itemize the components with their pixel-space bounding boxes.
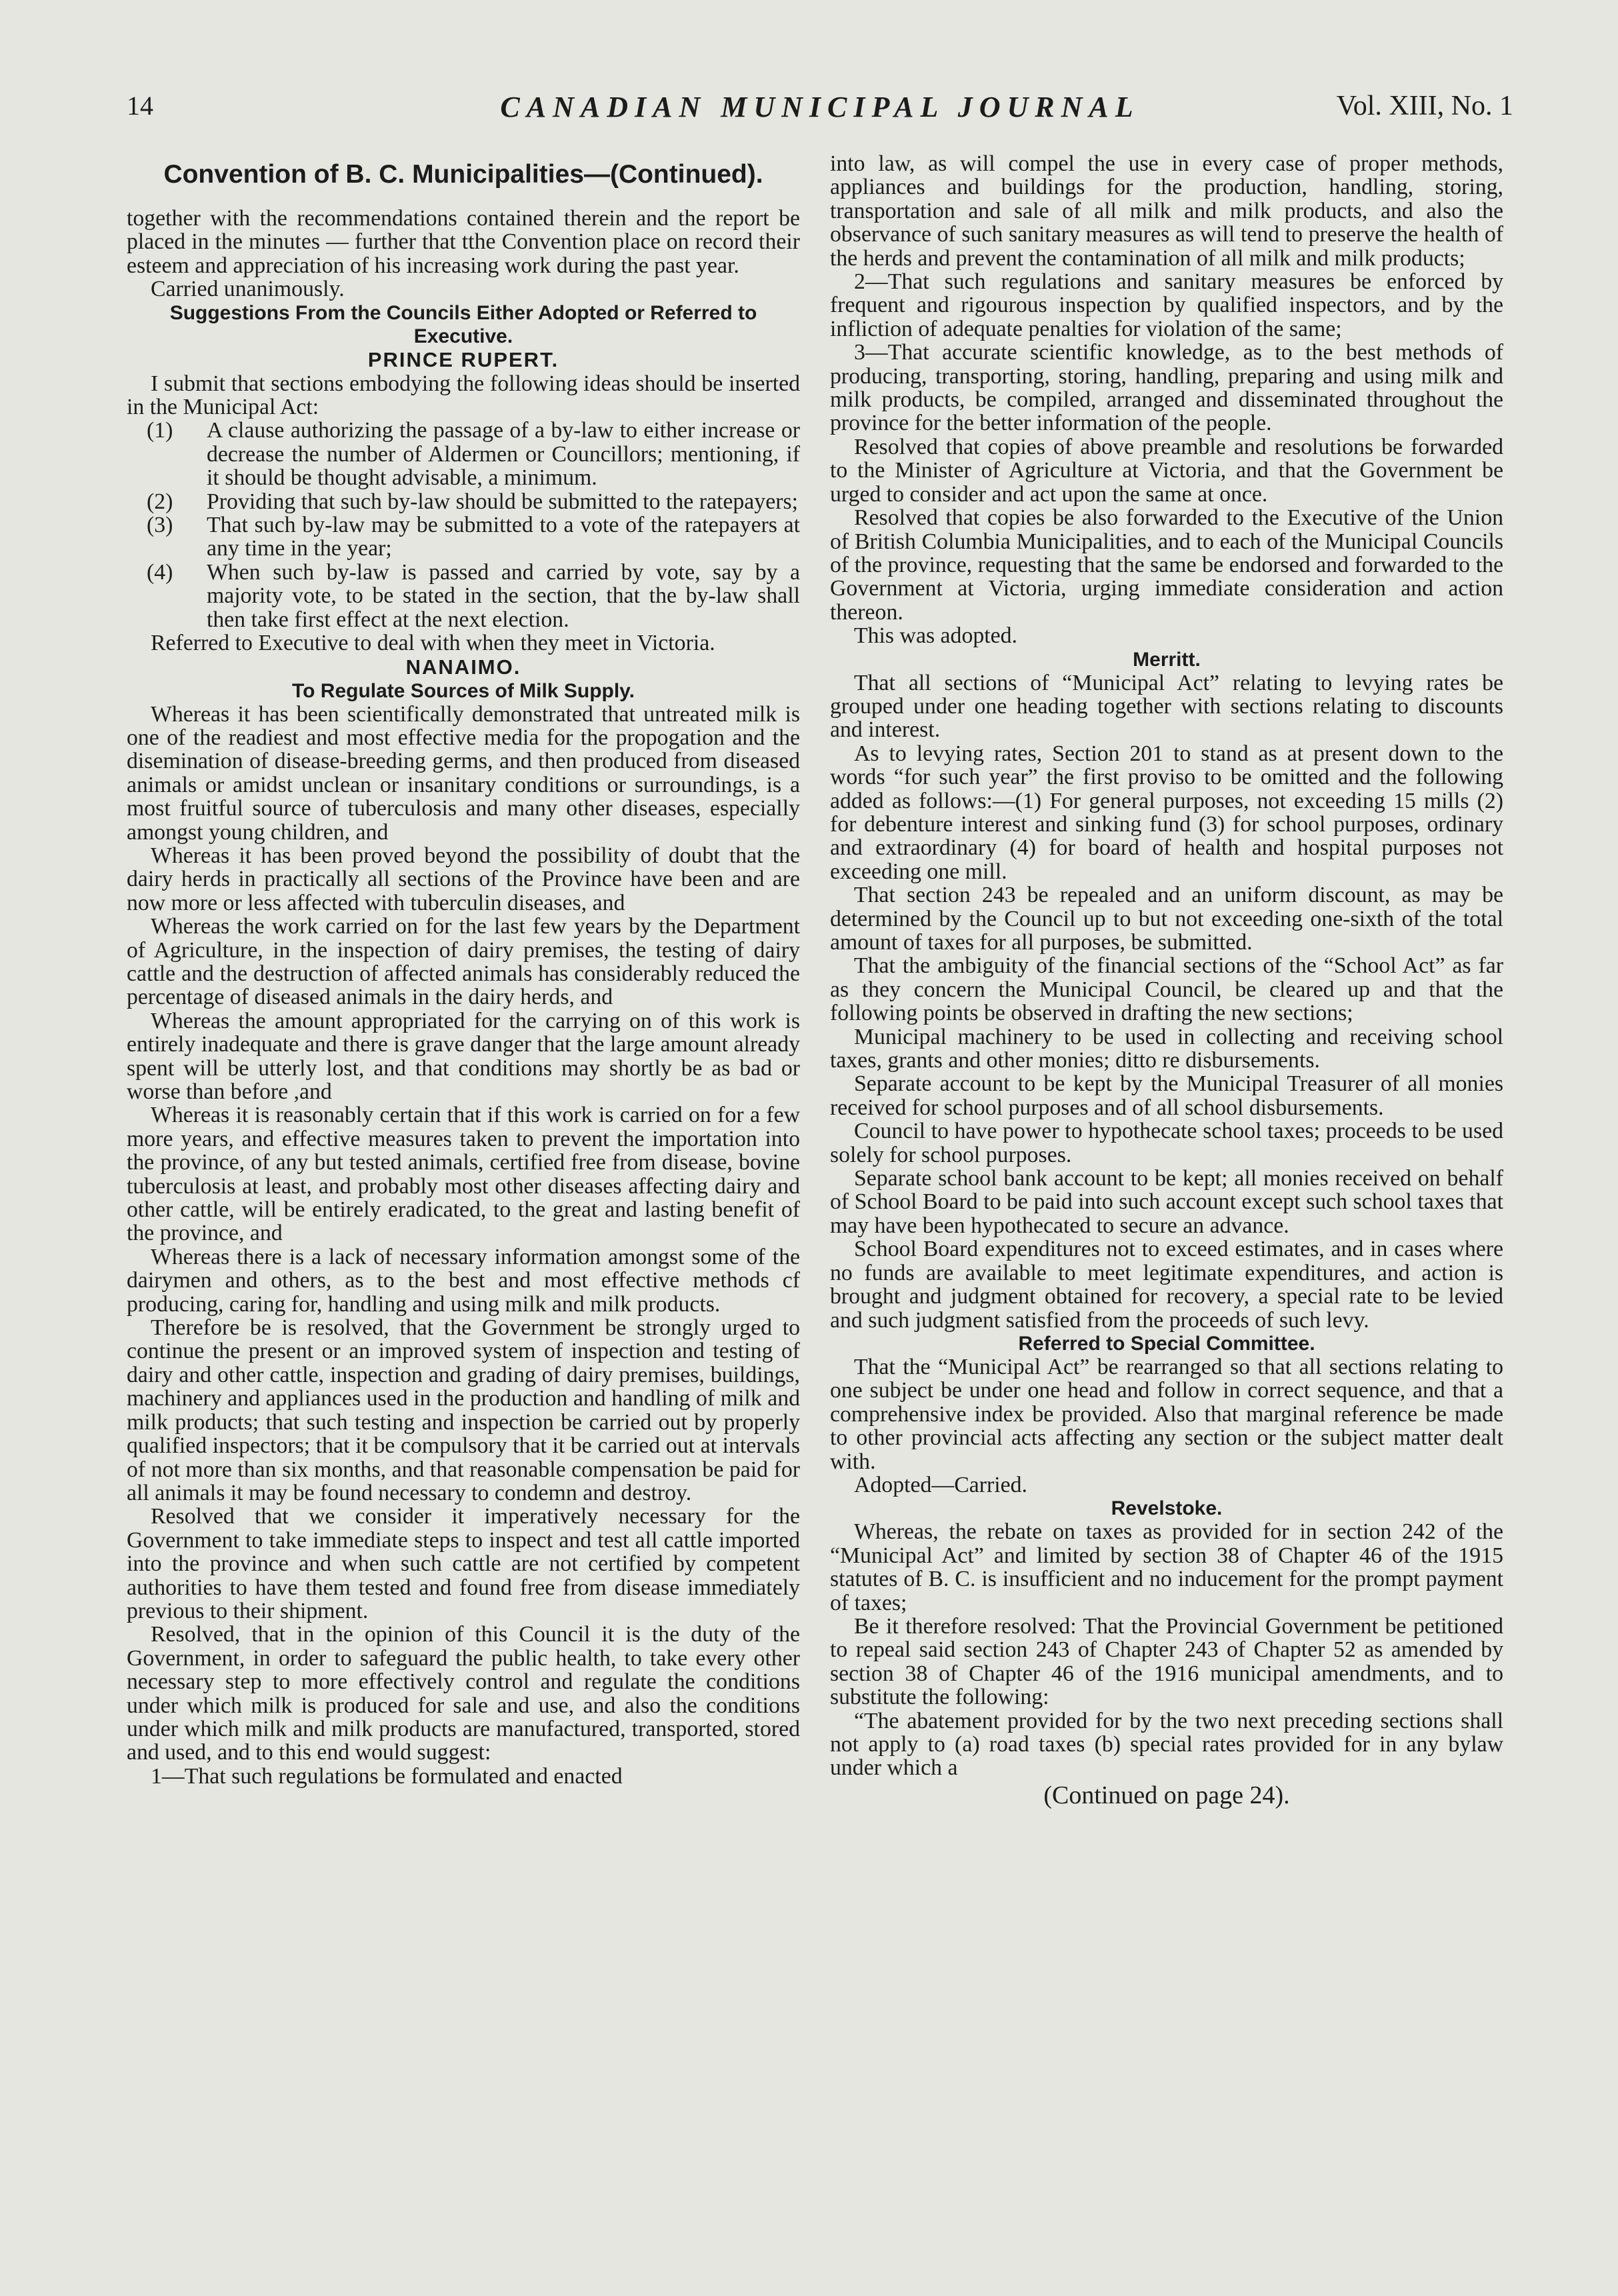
paragraph: That section 243 be repealed and an uniform discount, as may be determined by the Council up to but not exceeding one-sixth of the total amount of taxes for all purposes, be submitted. <box>830 883 1503 955</box>
paragraph: Adopted—Carried. <box>854 1472 1027 1497</box>
page-header <box>127 90 1513 130</box>
paragraph: Whereas there is a lack of necessary information amongst some of the dairymen and others, as to the best and most effective methods cf producing, caring for, handling and using milk and milk products. <box>127 1244 800 1317</box>
journal-title: CANADIAN MUNICIPAL JOURNAL <box>500 91 1140 123</box>
paragraph: Resolved that copies be also forwarded to the Executive of the Union of British Columbia Municipalities, and to each of the Municipal Councils of the province, requesting that the same be endorsed and forwarded to the Government at Victoria, urging immediate consideration and action thereon. <box>830 505 1503 625</box>
volume-info: Vol. XIII, No. 1 <box>1336 91 1513 121</box>
list-text: Providing that such by-law should be submitted to the ratepayers; <box>207 489 799 514</box>
paragraph: Whereas the amount appropriated for the carrying on of this work is entirely inadequate and there is grave danger that the large amount already spent will be utterly lost, and that conditions may shortly be as bad or worse than before ,and <box>127 1008 800 1104</box>
paragraph: Whereas it is reasonably certain that if this work is carried on for a few more years, and effective measures taken to prevent the importation into the province, of any but tested animals, certified free from disease, bovine tuberculosis at least, and probably most other diseases affecting dairy and other cattle, will be entirely eradicated, to the great and lasting benefit of the province, and <box>127 1103 800 1246</box>
paragraph: 3—That accurate scientific knowledge, as to the best methods of producing, transporting, storing, handling, preparing and using milk and milk products, be compiled, arranged and disseminated throughout the province for the better information of the people. <box>830 340 1503 436</box>
paragraph: That all sections of “Municipal Act” relating to levying rates be grouped under one heading together with sections relating to discounts and interest. <box>830 670 1503 743</box>
paragraph: 2—That such regulations and sanitary measures be enforced by frequent and rigourous inspection by qualified inspectors, and by the infliction of adequate penalties for violation of the same; <box>830 269 1503 341</box>
list-item <box>147 561 800 631</box>
paragraph: Municipal machinery to be used in collecting and receiving school taxes, grants and other monies; ditto re disbursements. <box>830 1024 1503 1073</box>
list-item <box>147 419 800 489</box>
list-text: That such by-law may be submitted to a vote of the ratepayers at any time in the year; <box>207 513 800 561</box>
list-text: When such by-law is passed and carried by vote, say by a majority vote, to be stated in the section, that the by-law shall then take first effect at the next election. <box>207 559 800 632</box>
list-number: (2) <box>147 489 173 514</box>
paragraph: “The abatement provided for by the two next preceding sections shall not apply to (a) road taxes (b) special rates provided for in any bylaw under which a <box>830 1708 1503 1781</box>
paragraph: Whereas it has been scientifically demonstrated that untreated milk is one of the readiest and most effective media for the propogation and the disemination of disease-breeding germs, and then produced from diseased animals or amidst unclean or insanitary conditions or surroundings, is a most fruitful source of tuberculosis and many other diseases, especially amongst young children, and <box>127 701 800 845</box>
page-number: 14 <box>127 91 153 121</box>
paragraph: Be it therefore resolved: That the Provincial Government be petitioned to repeal said section 243 of Chapter 243 of Chapter 52 as amended by section 38 of Chapter 46 of the 1916 municipal amendments, and to substitute the following: <box>830 1613 1503 1710</box>
left-column <box>127 147 800 1788</box>
list-number: (4) <box>147 559 173 585</box>
paragraph: As to levying rates, Section 201 to stand as at present down to the words “for such year” the first proviso to be omitted and the following added as follows:—(1) For general purposes, not exceeding 15 mills (2) for debenture interest and sinking fund (3) for school purposes, ordinary and extraordinary (4) for board of health and hospital purposes not exceeding one mill. <box>830 741 1503 884</box>
paragraph: I submit that sections embodying the following ideas should be inserted in the Municipal Act: <box>127 371 800 420</box>
heading-special-committee: Referred to Special Committee. <box>1018 1332 1315 1355</box>
right-column <box>830 152 1503 1807</box>
paragraph: Whereas, the rebate on taxes as provided for in section 242 of the “Municipal Act” and limited by section 38 of Chapter 46 of the 1915 statutes of B. C. is insufficient and no inducement for the prompt payment of taxes; <box>830 1519 1503 1615</box>
paragraph: Resolved, that in the opinion of this Council it is the duty of the Government, in order to safeguard the public health, to take every other necessary step to more effectively control and regulate the conditions under which milk is produced for sale and use, and also the conditions under which milk and milk products are manufactured, transported, stored and used, and to this end would suggest: <box>127 1622 800 1765</box>
paragraph: Referred to Executive to deal with when they meet in Victoria. <box>151 631 715 656</box>
paragraph: This was adopted. <box>854 623 1017 649</box>
paragraph: That the ambiguity of the financial sections of the “School Act” as far as they concern the Municipal Council, be cleared up and that the following points be observed in drafting the new sections; <box>830 953 1503 1026</box>
paragraph: Resolved that we consider it imperatively necessary for the Government to take immediate steps to inspect and test all cattle imported into the province and when such cattle are not certified by competent authorities to have them tested and found free from disease immediately previous to their shipment. <box>127 1504 800 1623</box>
paragraph: into law, as will compel the use in every case of proper methods, appliances and buildings for the production, handling, storing, transportation and sale of all milk and milk products, and also the observance of such sanitary measures as will tend to preserve the health of the herds and prevent the contamination of all milk and milk products; <box>830 151 1503 271</box>
heading-merritt: Merritt. <box>1133 648 1201 671</box>
continued-note: (Continued on page 24). <box>1043 1781 1290 1809</box>
list-number: (1) <box>147 418 173 443</box>
section-heading: Suggestions From the Councils Either Adopted or Referred to Executive. <box>169 301 757 347</box>
paragraph: Resolved that copies of above preamble and resolutions be forwarded to the Minister of Agriculture at Victoria, and that the Government be urged to consider and act upon the same at once. <box>830 434 1503 507</box>
list-number: (3) <box>147 513 173 538</box>
paragraph: Therefore be is resolved, that the Government be strongly urged to continue the present or an improved system of inspection and testing of dairy and other cattle, inspection and grading of dairy premises, buildings, machinery and appliances used in the production and handling of milk and milk products; that such testing and inspection be carried out by properly qualified inspectors; that it be compulsory that it be carried out at intervals of not more than six months, and that reasonable compensation be paid for all animals it may be found necessary to condemn and destroy. <box>127 1315 800 1505</box>
paragraph: Separate account to be kept by the Municipal Treasurer of all monies received for school purposes and of all school disbursements. <box>830 1071 1503 1120</box>
heading-nanaimo: NANAIMO. <box>405 655 521 679</box>
subheading-milk-supply: To Regulate Sources of Milk Supply. <box>292 679 635 702</box>
list-item <box>147 513 800 561</box>
article-title: Convention of B. C. Municipalities—(Continued). <box>163 160 763 189</box>
list-text: A clause authorizing the passage of a by-law to either increase or decrease the number of Aldermen or Councillors; mentioning, if it should be thought advisable, a minimum. <box>207 418 800 491</box>
heading-revelstoke: Revelstoke. <box>1111 1497 1223 1520</box>
paragraph: Council to have power to hypothecate school taxes; proceeds to be used solely for school purposes. <box>830 1119 1503 1167</box>
paragraph: Whereas the work carried on for the last few years by the Department of Agriculture, in the inspection of dairy premises, the testing of dairy cattle and the destruction of affected animals has considerably reduced the percentage of diseased animals in the dairy herds, and <box>127 914 800 1010</box>
paragraph: School Board expenditures not to exceed estimates, and in cases where no funds are available to meet legitimate expenditures, and action is brought and judgment obtained for recovery, a special rate to be levied and such judgment satisfied from the proceeds of such levy. <box>830 1237 1503 1333</box>
paragraph: Whereas it has been proved beyond the possibility of doubt that the dairy herds in practically all sections of the Province have been and are now more or less affected with tuberculin diseases, and <box>127 843 800 915</box>
paragraph: That the “Municipal Act” be rearranged so that all sections relating to one subject be under one head and follow in correct sequence, and that a comprehensive index be provided. Also that marginal reference be made to other provincial acts affecting any section or the subject matter dealt with. <box>830 1354 1503 1474</box>
paragraph: together with the recommendations contained therein and the report be placed in the minutes — further that tthe Convention place on record their esteem and appreciation of his increasing work during the past year. <box>127 206 800 278</box>
list-item <box>147 490 800 513</box>
paragraph: Separate school bank account to be kept; all monies received on behalf of School Board to be paid into such account except such school taxes that may have been hypothecated to secure an advance. <box>830 1166 1503 1238</box>
paragraph: 1—That such regulations be formulated and enacted <box>151 1763 623 1789</box>
paragraph: Carried unanimously. <box>151 277 345 302</box>
heading-prince-rupert: PRINCE RUPERT. <box>367 347 559 371</box>
